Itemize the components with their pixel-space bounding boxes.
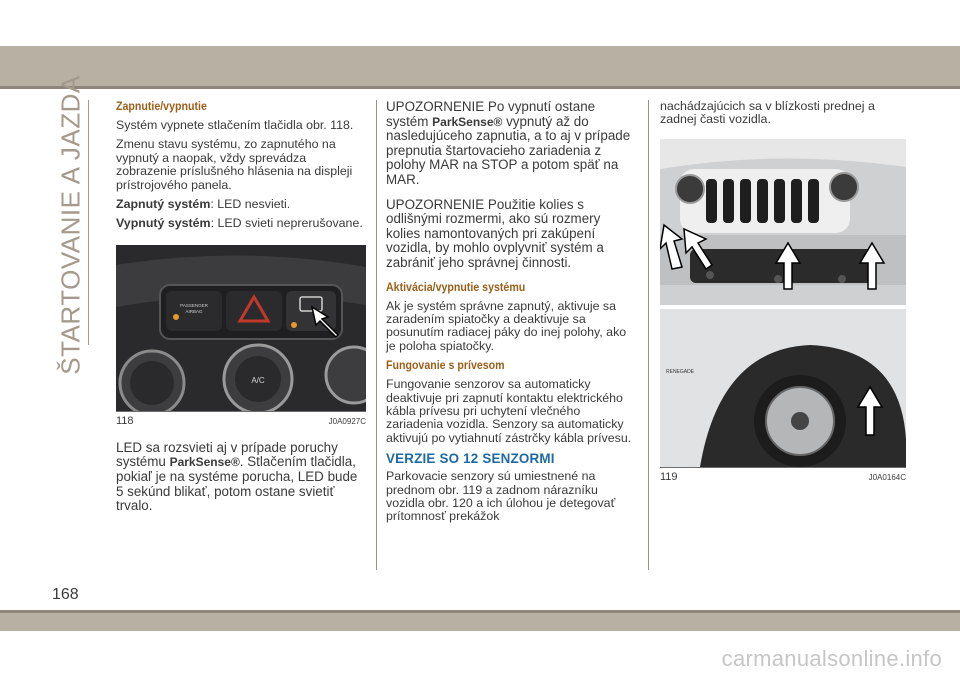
led-fault-text-a: LED sa rozsvieti aj v prípade poruchy systému: [116, 439, 338, 470]
brand-parksense-2: ParkSense®: [432, 114, 503, 129]
column-divider-2: [648, 100, 649, 570]
brand-parksense: ParkSense®: [169, 455, 240, 470]
fig118-code: J0A0927C: [328, 416, 366, 426]
chapter-title-rule: [88, 100, 89, 345]
column-2: [386, 100, 638, 530]
paragraph-system-on: [116, 198, 366, 211]
column-3: [660, 100, 910, 483]
fig119-badge: RENEGADE: [666, 368, 695, 375]
bumper-photo: [660, 139, 906, 467]
figure-119-front-bumper: [660, 139, 906, 467]
warning-system-stays-off: [386, 100, 638, 188]
heading-on-off: Zapnutie/vypnutie: [116, 99, 207, 113]
text-system-off: : LED svieti neprerušovane.: [210, 216, 363, 231]
figure-118-dashboard-button: [116, 245, 366, 411]
led-fault-text-b: . Stlačením tlačidla, pokiaľ je na systéme porucha, LED bude 5 sekúnd blikať, potom ostane svietiť trvalo.: [116, 454, 358, 514]
fig118-ac-label: A/C: [251, 375, 265, 385]
chapter-title-text: ŠTARTOVANIE A JAZDA: [55, 75, 86, 375]
column-1: [116, 100, 366, 524]
label-system-on: Zapnutý systém: [116, 197, 211, 212]
paragraph-state-change: Zmenu stavu systému, zo zapnutého na vypnutý a naopak, vždy sprevádza zobrazenie príslušného hlásenia na displeji prístrojového panela.: [116, 137, 353, 192]
watermark-text: carmanualsonline.info: [721, 646, 942, 671]
fig119-caption: [660, 468, 906, 483]
paragraph-trailer: Fungovanie senzorov sa automaticky deaktivuje pri zapnutí kontaktu elektrického kábla prívesu pri uchytení vlečného zariadenia vozidla. Senzory sa automaticky aktivujú po vytiahnutí zástrčky kábla prívesu.: [386, 377, 632, 445]
paragraph-system-off: [116, 217, 366, 230]
heading-activation: Aktivácia/vypnutie systému: [386, 279, 526, 294]
heading-trailer: Fungovanie s prívesom: [386, 358, 505, 373]
page-top-margin: [0, 0, 960, 46]
header-band: [0, 46, 960, 86]
paragraph-activation: Ak je systém správne zapnutý, aktivuje sa zaradením spiatočky a deaktivuje sa posunutím radiacej páky do inej polohy, ako je poloha spiatočky.: [386, 298, 627, 353]
footer-band: [0, 613, 960, 631]
label-system-off: Vypnutý systém: [116, 216, 211, 231]
paragraph-sensor-purpose: nachádzajúcich sa v blízkosti prednej a zadnej časti vozidla.: [660, 99, 875, 127]
fig119-code: J0A0164C: [868, 472, 906, 482]
paragraph-led-fault: [116, 441, 366, 514]
warning-wheel-size: UPOZORNENIE Použitie kolies s odlišnými rozmermi, ako sú rozmery kolies namontovaných pri zakúpení vozidla, by mohlo ovplyvniť systém a zabrániť jeho správnej činnosti.: [386, 196, 604, 270]
paragraph-switch-off: Systém vypnete stlačením tlačidla obr. 118.: [116, 118, 354, 132]
fig118-airbag-label-2: AIRBAG: [185, 308, 203, 314]
text-system-on: : LED nesvieti.: [210, 197, 291, 212]
fig118-number: 118: [116, 414, 134, 427]
fig119-number: 119: [660, 470, 678, 483]
dashboard-photo: [116, 245, 366, 411]
fig118-caption: [116, 412, 366, 427]
column-divider-1: [376, 100, 377, 570]
header-rule: [0, 86, 960, 89]
chapter-title-vertical: [55, 75, 86, 375]
warning1-text-a: UPOZORNENIE Po vypnutí ostane systém: [386, 99, 596, 129]
page-number: 168: [52, 586, 79, 603]
fig118-airbag-label: PASSENGER: [180, 302, 208, 308]
warning1-text-b: vypnutý až do nasledujúceho zapnutia, a to aj v prípade prepnutia štartovacieho zariadenia z polohy MAR na STOP a potom späť na MAR.: [386, 113, 631, 187]
paragraph-sensor-location: Parkovacie senzory sú umiestnené na prednom obr. 119 a zadnom nárazníku vozidla obr. 120 a ich úlohou je detegovať prítomnosť prekážok: [386, 469, 616, 524]
heading-12-sensors: VERZIE SO 12 SENZORMI: [386, 451, 555, 467]
